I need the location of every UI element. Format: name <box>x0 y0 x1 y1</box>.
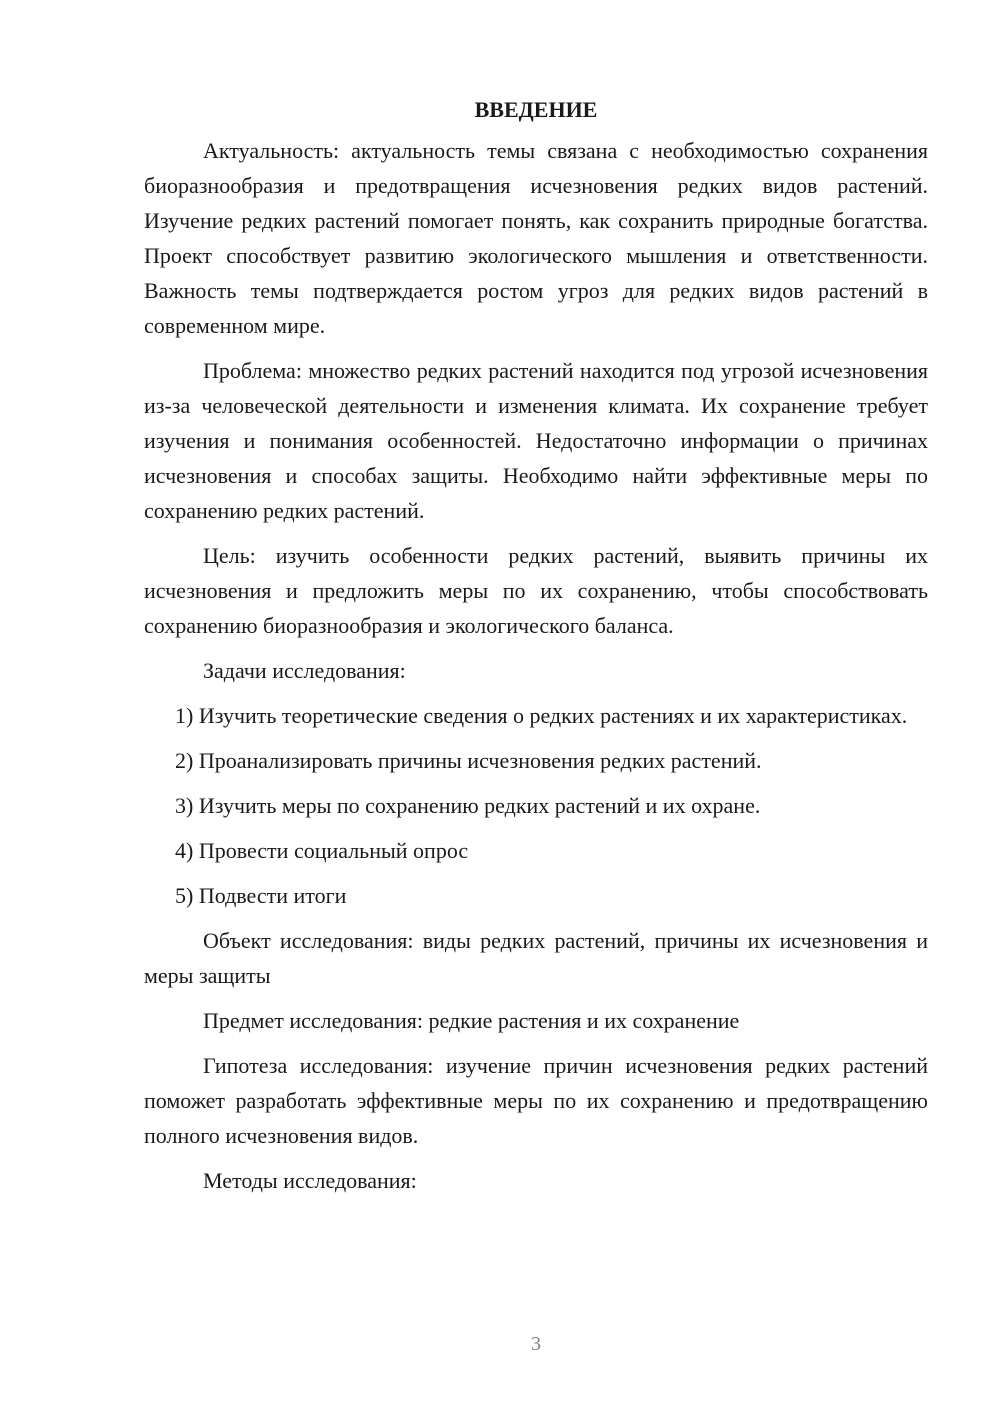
task-item-3: 3) Изучить меры по сохранению редких растений и их охране. <box>175 793 761 818</box>
document-page <box>144 92 928 1208</box>
task-item-1: 1) Изучить теоретические сведения о редких растениях и их характеристиках. <box>175 703 908 728</box>
paragraph-subject: Предмет исследования: редкие растения и их сохранение <box>203 1008 740 1033</box>
task-item-2: 2) Проанализировать причины исчезновения редких растений. <box>175 748 762 773</box>
task-item-4: 4) Провести социальный опрос <box>175 838 469 863</box>
paragraph-methods: Методы исследования: <box>203 1168 417 1193</box>
page-number: 3 <box>531 1333 541 1355</box>
paragraph-goal: Цель: изучить особенности редких растений, выявить причины их исчезновения и предложить меры по их сохранению, чтобы способствовать сохранению биоразнообразия и экологического баланса. <box>144 543 928 638</box>
paragraph-problem: Проблема: множество редких растений находится под угрозой исчезновения из-за человеческой деятельности и изменения климата. Их сохранение требует изучения и понимания особенностей. Недостаточно информации о причинах исчезновения и способах защиты. Необходимо найти эффективные меры по сохранению редких растений. <box>144 358 928 523</box>
paragraph-tasks-heading: Задачи исследования: <box>203 658 406 683</box>
paragraph-object: Объект исследования: виды редких растений, причины их исчезновения и меры защиты <box>144 928 928 988</box>
paragraph-relevance: Актуальность: актуальность темы связана с необходимостью сохранения биоразнообразия и предотвращения исчезновения редких видов растений. Изучение редких растений помогает понять, как сохранить природные богатства. Проект способствует развитию экологического мышления и ответственности. Важность темы подтверждается ростом угроз для редких видов растений в современном мире. <box>144 138 928 338</box>
document-title: ВВЕДЕНИЕ <box>474 97 598 122</box>
task-item-5: 5) Подвести итоги <box>175 883 347 908</box>
paragraph-hypothesis: Гипотеза исследования: изучение причин исчезновения редких растений поможет разработать эффективные меры по их сохранению и предотвращению полного исчезновения видов. <box>144 1053 928 1148</box>
